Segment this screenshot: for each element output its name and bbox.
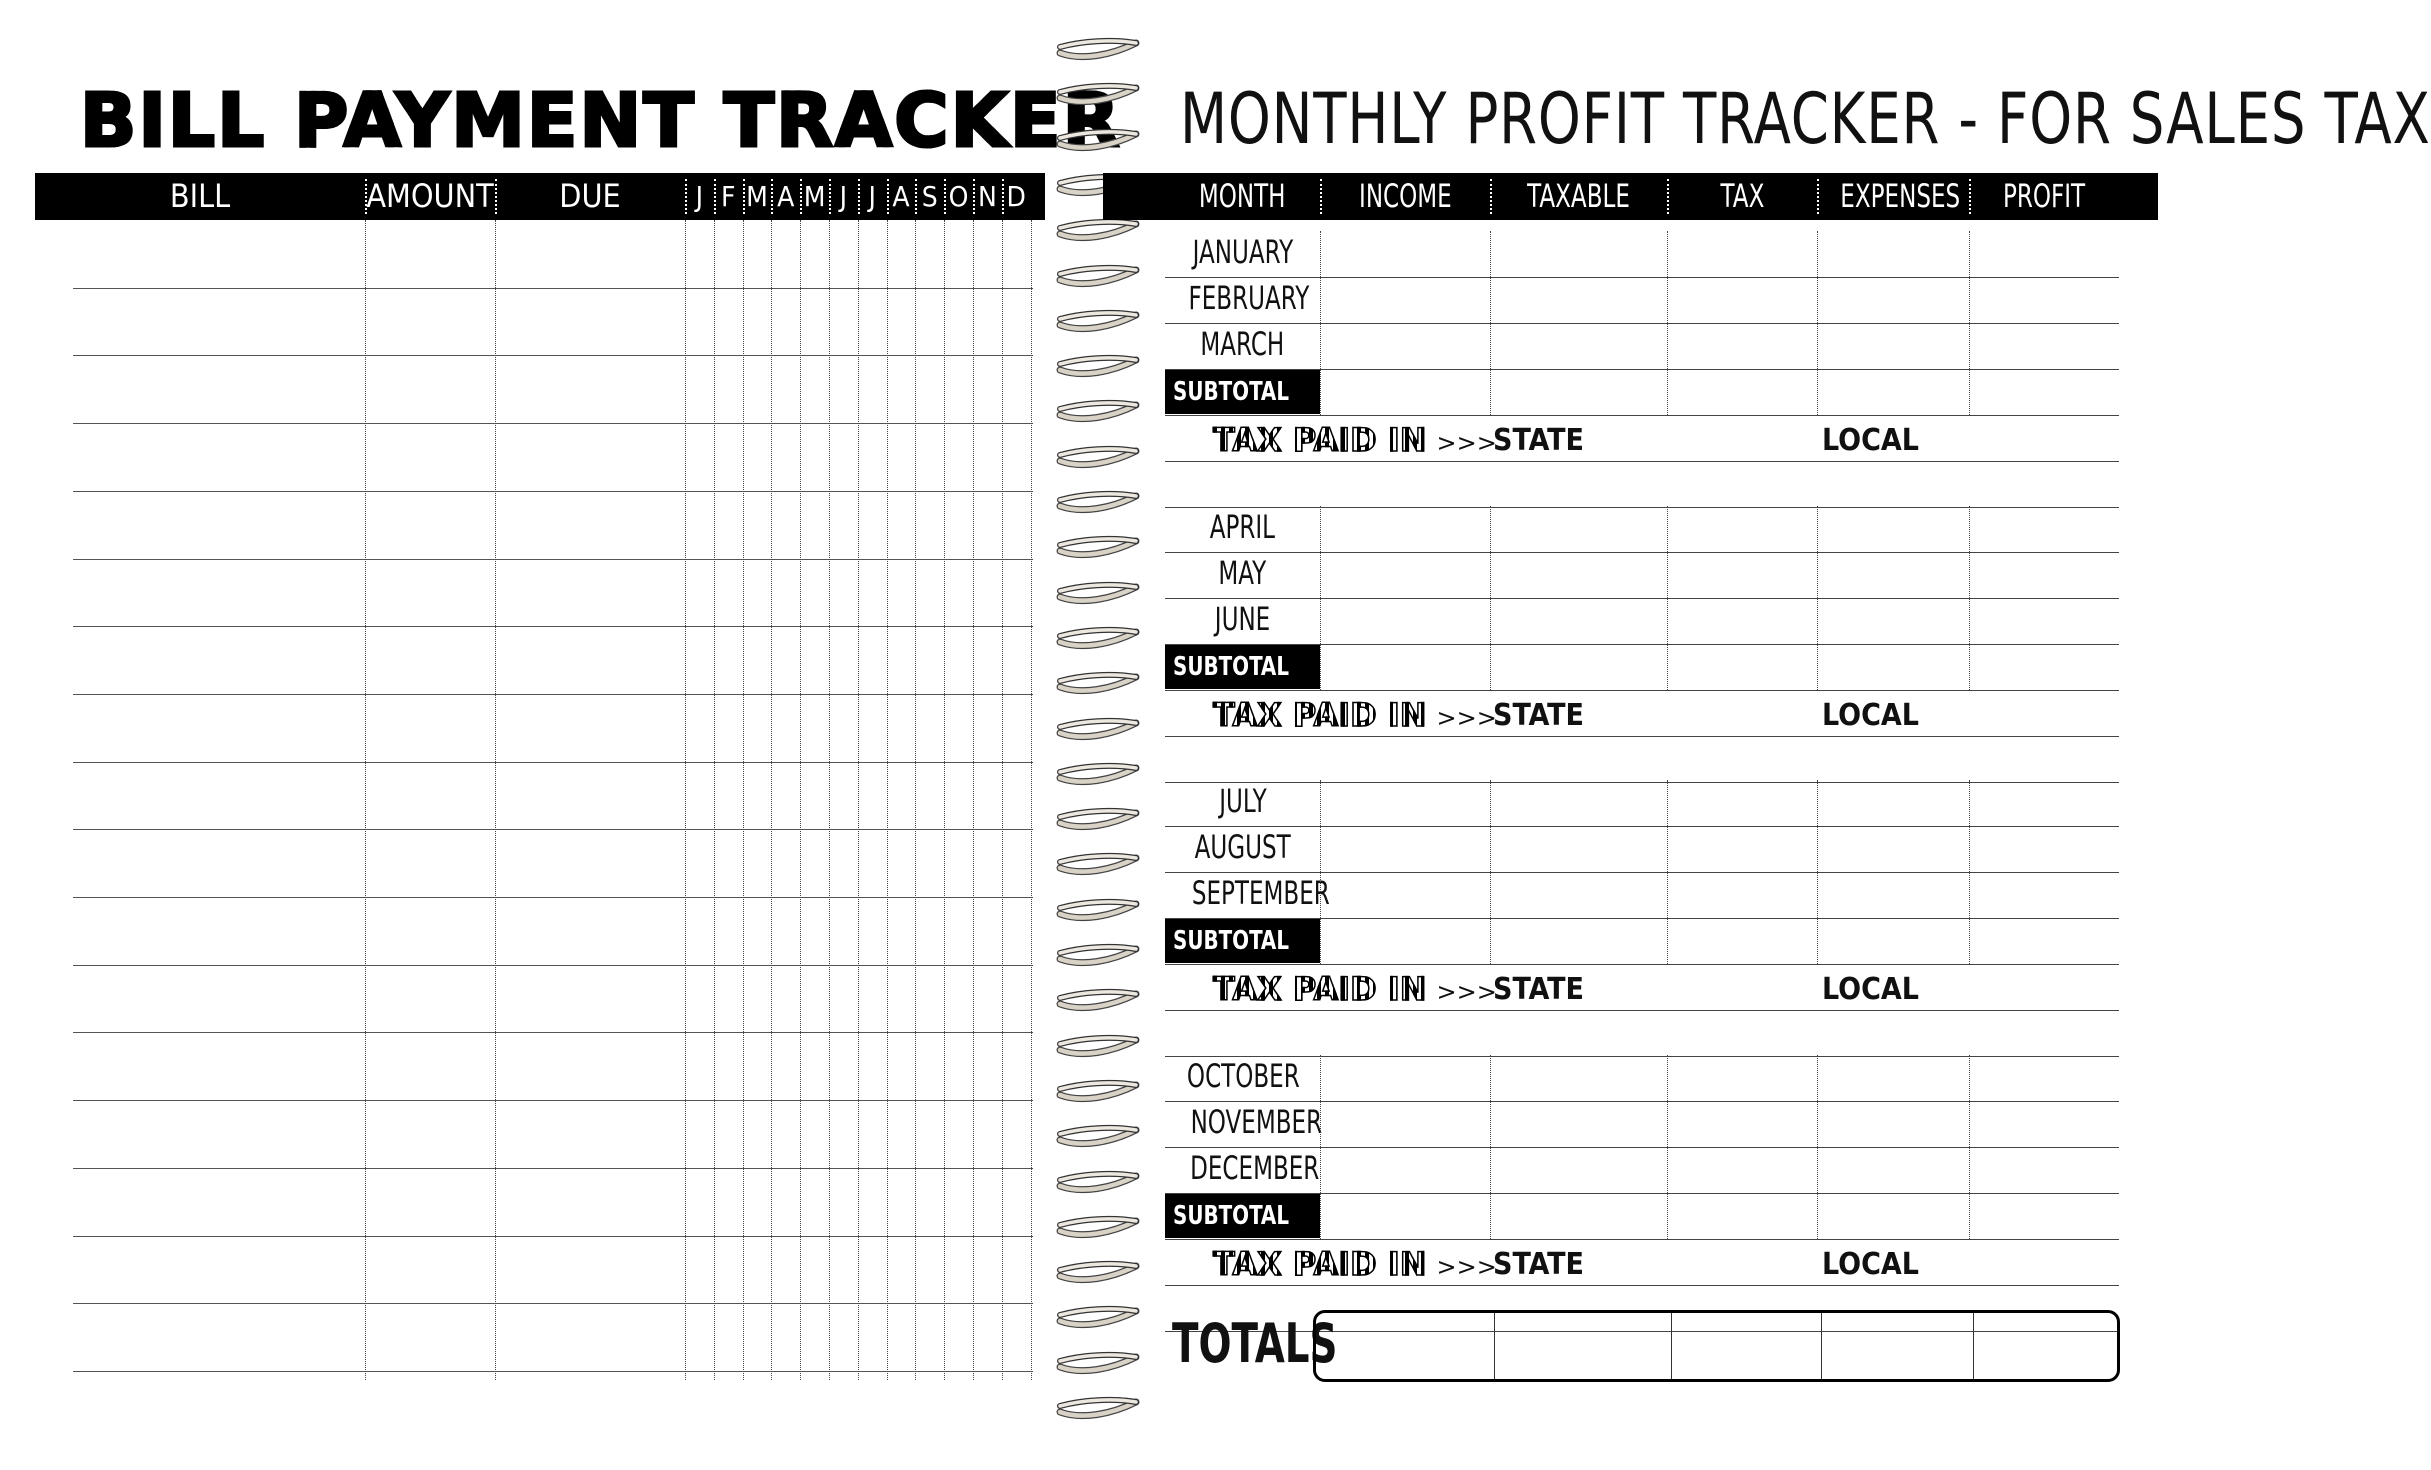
spiral-coil (1052, 397, 1142, 423)
tax-paid-label (1213, 696, 1497, 734)
tax-paid-arrows: >>> (1436, 978, 1497, 1006)
header-month-letter: J (695, 180, 704, 213)
profit-column-divider (1490, 231, 1491, 415)
bill-column-divider (771, 220, 772, 1380)
bill-column-divider (800, 220, 801, 1380)
spiral-coil (1052, 986, 1142, 1012)
month-label (1165, 828, 1320, 866)
header-expenses-text: EXPENSES (1840, 177, 1961, 215)
header-month-letter: O (948, 180, 969, 213)
header-month-letter: D (1006, 180, 1026, 213)
month-label-text: JULY (1218, 782, 1267, 820)
profit-column-divider (1969, 231, 1970, 415)
local-label: LOCAL (1822, 972, 1919, 1007)
totals-label: TOTALS (1172, 1312, 1338, 1375)
spiral-coil (1052, 850, 1142, 876)
bill-row-line (73, 1236, 1033, 1237)
profit-tracker-title: MONTHLY PROFIT TRACKER - FOR SALES TAX (1180, 78, 2431, 160)
profit-column-divider (1320, 231, 1321, 415)
bill-column-divider (887, 220, 888, 1380)
totals-divider (1821, 1313, 1822, 1379)
profit-column-divider (1320, 1055, 1321, 1239)
bill-row-line (73, 559, 1033, 560)
header-taxable-sales-text: TAXABLE SALES (1527, 177, 1630, 262)
bill-column-divider (858, 220, 859, 1380)
totals-divider (1973, 1313, 1974, 1379)
bill-column-divider (1031, 220, 1032, 1380)
spiral-coil (1052, 216, 1142, 242)
spiral-coil (1052, 669, 1142, 695)
tax-paid-arrows: >>> (1436, 704, 1497, 732)
header-month-letter: A (777, 180, 795, 213)
header-month-letter: J (839, 180, 848, 213)
month-row-line (1165, 598, 2119, 599)
month-label-text: FEBRUARY (1188, 279, 1310, 317)
bill-row-line (73, 626, 1033, 627)
profit-column-divider (1969, 506, 1970, 690)
month-label (1165, 1103, 1323, 1141)
spiral-coil (1052, 80, 1142, 106)
bill-row-line (73, 1371, 1033, 1372)
tax-paid-label (1213, 970, 1497, 1008)
tax-paid-text: TAX PAID IN (1213, 970, 1427, 1008)
subtotal-label-text: SUBTOTAL ››› (1173, 926, 1289, 1000)
subtotal-label-text: SUBTOTAL ››› (1173, 652, 1289, 726)
bill-column-divider (944, 220, 945, 1380)
local-label: LOCAL (1822, 1247, 1919, 1282)
month-row-line (1165, 323, 2119, 324)
spiral-coil (1052, 443, 1142, 469)
header-month (1165, 173, 1320, 220)
bill-tracker-grid (73, 220, 1033, 1380)
spiral-coil (1052, 126, 1142, 152)
month-label-text: OCTOBER (1186, 1057, 1300, 1095)
spiral-coil (1052, 488, 1142, 514)
profit-column-divider (1969, 1055, 1970, 1239)
month-label (1165, 554, 1320, 592)
month-label (1165, 600, 1320, 638)
header-due: DUE (559, 177, 621, 215)
profit-column-divider (1320, 506, 1321, 690)
spiral-coil (1052, 1349, 1142, 1375)
subtotal-label-text: SUBTOTAL ››› (1173, 377, 1289, 451)
spiral-coil (1052, 307, 1142, 333)
profit-column-divider (1490, 780, 1491, 964)
tax-paid-arrows: >>> (1436, 1253, 1497, 1281)
bill-row-line (73, 897, 1033, 898)
header-bill: BILL (169, 177, 231, 215)
bill-tracker-title (80, 78, 1122, 164)
month-label (1165, 1149, 1320, 1187)
subtotal-label (1165, 370, 1320, 451)
bill-row-line (73, 1168, 1033, 1169)
header-month-letter: M (803, 180, 826, 213)
tax-paid-text: TAX PAID IN (1213, 696, 1427, 734)
header-tax (1667, 173, 1817, 220)
bill-row-line (73, 965, 1033, 966)
bill-row-line (73, 694, 1033, 695)
profit-column-divider (1667, 506, 1668, 690)
profit-column-divider (1490, 1055, 1491, 1239)
month-label-text: APRIL (1209, 508, 1276, 546)
bill-column-divider (1002, 220, 1003, 1380)
month-label (1165, 233, 1320, 271)
header-month-letter: A (892, 180, 910, 213)
profit-column-divider (1667, 1055, 1668, 1239)
tax-paid-label (1213, 421, 1497, 459)
month-label-text: JANUARY (1192, 233, 1293, 271)
profit-column-divider (1817, 1055, 1818, 1239)
subtotal-label-text: SUBTOTAL ››› (1173, 1201, 1289, 1275)
bill-column-divider (743, 220, 744, 1380)
bill-row-line (73, 423, 1033, 424)
bill-row-line (73, 829, 1033, 830)
profit-column-divider (1490, 506, 1491, 690)
month-label-text: SEPTEMBER (1191, 874, 1330, 912)
month-label (1165, 279, 1320, 317)
header-month-letter: F (720, 180, 736, 213)
header-month-letter: J (868, 180, 876, 213)
spiral-coil (1052, 896, 1142, 922)
spiral-coil (1052, 624, 1142, 650)
bill-column-divider (685, 220, 686, 1380)
spiral-coil (1052, 805, 1142, 831)
header-income (1320, 173, 1490, 220)
state-label: STATE (1493, 698, 1584, 733)
bill-row-line (73, 491, 1033, 492)
header-month-letter: N (977, 180, 997, 213)
bill-column-divider (714, 220, 715, 1380)
header-month-text: MONTH (1199, 177, 1286, 215)
bill-row-line (73, 288, 1033, 289)
profit-column-divider (1667, 231, 1668, 415)
month-row-line (1165, 826, 2119, 827)
month-label (1165, 874, 1330, 912)
bill-column-divider (973, 220, 974, 1380)
header-expenses (1817, 173, 1969, 220)
bill-column-divider (915, 220, 916, 1380)
header-amount: AMOUNT (366, 177, 494, 215)
month-label (1165, 782, 1320, 820)
tax-paid-row-line (1165, 736, 2119, 737)
local-label: LOCAL (1822, 698, 1919, 733)
month-row-line (1165, 552, 2119, 553)
spiral-coil (1052, 35, 1142, 61)
bill-column-divider (365, 220, 366, 1380)
month-label-text: MAY (1218, 554, 1267, 592)
spiral-coil (1052, 760, 1142, 786)
spiral-coil (1052, 941, 1142, 967)
tax-paid-arrows: >>> (1436, 429, 1497, 457)
header-tax-text: TAX (1720, 177, 1764, 215)
bill-row-line (73, 1100, 1033, 1101)
month-row-line (1165, 277, 2119, 278)
profit-column-divider (1817, 506, 1818, 690)
subtotal-label (1165, 645, 1320, 726)
tax-paid-row-line (1165, 461, 2119, 462)
subtotal-label (1165, 1194, 1320, 1275)
tax-paid-text: TAX PAID IN (1213, 1245, 1427, 1283)
subtotal-row-line (1165, 415, 2119, 416)
state-label: STATE (1493, 423, 1584, 458)
header-taxable-sales (1490, 173, 1667, 262)
bill-row-line (73, 355, 1033, 356)
spiral-coil (1052, 1258, 1142, 1284)
profit-column-divider (1817, 231, 1818, 415)
spiral-coil (1052, 352, 1142, 378)
month-label-text: MARCH (1200, 325, 1285, 363)
month-row-line (1165, 1101, 2119, 1102)
local-label: LOCAL (1822, 423, 1919, 458)
month-label-text: NOVEMBER (1190, 1103, 1323, 1141)
month-row-line (1165, 1147, 2119, 1148)
spiral-coil (1052, 579, 1142, 605)
state-label: STATE (1493, 972, 1584, 1007)
bill-row-line (73, 1032, 1033, 1033)
spiral-coil (1052, 1032, 1142, 1058)
tax-paid-label (1213, 1245, 1497, 1283)
tax-paid-row-line (1165, 1285, 2119, 1286)
month-row-line (1165, 872, 2119, 873)
tax-paid-text: TAX PAID IN (1213, 421, 1427, 459)
bill-row-line (73, 1303, 1033, 1304)
spiral-coil (1052, 1077, 1142, 1103)
month-label (1165, 1057, 1320, 1095)
month-label (1165, 325, 1320, 363)
subtotal-row-line (1165, 1239, 2119, 1240)
profit-column-divider (1667, 780, 1668, 964)
subtotal-row-line (1165, 964, 2119, 965)
profit-column-divider (1817, 780, 1818, 964)
spiral-coil (1052, 1213, 1142, 1239)
header-profit-text: PROFIT (2002, 177, 2086, 215)
month-label-text: JUNE (1214, 600, 1271, 638)
header-profit (1969, 173, 2119, 220)
spiral-coil (1052, 1122, 1142, 1148)
spiral-coil (1052, 715, 1142, 741)
state-label: STATE (1493, 1247, 1584, 1282)
spiral-coil (1052, 1168, 1142, 1194)
month-label (1165, 508, 1320, 546)
bill-tracker-header (35, 173, 1045, 220)
bill-column-divider (495, 220, 496, 1380)
profit-column-divider (1320, 780, 1321, 964)
bill-tracker-title-text: BILL PAYMENT TRACKER (80, 78, 1122, 164)
month-label-text: DECEMBER (1190, 1149, 1320, 1187)
bill-row-line (73, 762, 1033, 763)
spiral-coil (1052, 1303, 1142, 1329)
tax-paid-row-line (1165, 1010, 2119, 1011)
bill-column-divider (829, 220, 830, 1380)
totals-box (1313, 1310, 2120, 1382)
header-month-letter: S (921, 180, 938, 213)
subtotal-row-line (1165, 690, 2119, 691)
spiral-coil (1052, 533, 1142, 559)
totals-divider (1494, 1313, 1495, 1379)
header-month-letter: M (746, 180, 768, 213)
totals-divider (1671, 1313, 1672, 1379)
header-income-text: INCOME (1358, 177, 1452, 215)
spiral-coil (1052, 262, 1142, 288)
spiral-coil (1052, 1394, 1142, 1420)
month-label-text: AUGUST (1194, 828, 1291, 866)
profit-column-divider (1969, 780, 1970, 964)
subtotal-label (1165, 919, 1320, 1000)
